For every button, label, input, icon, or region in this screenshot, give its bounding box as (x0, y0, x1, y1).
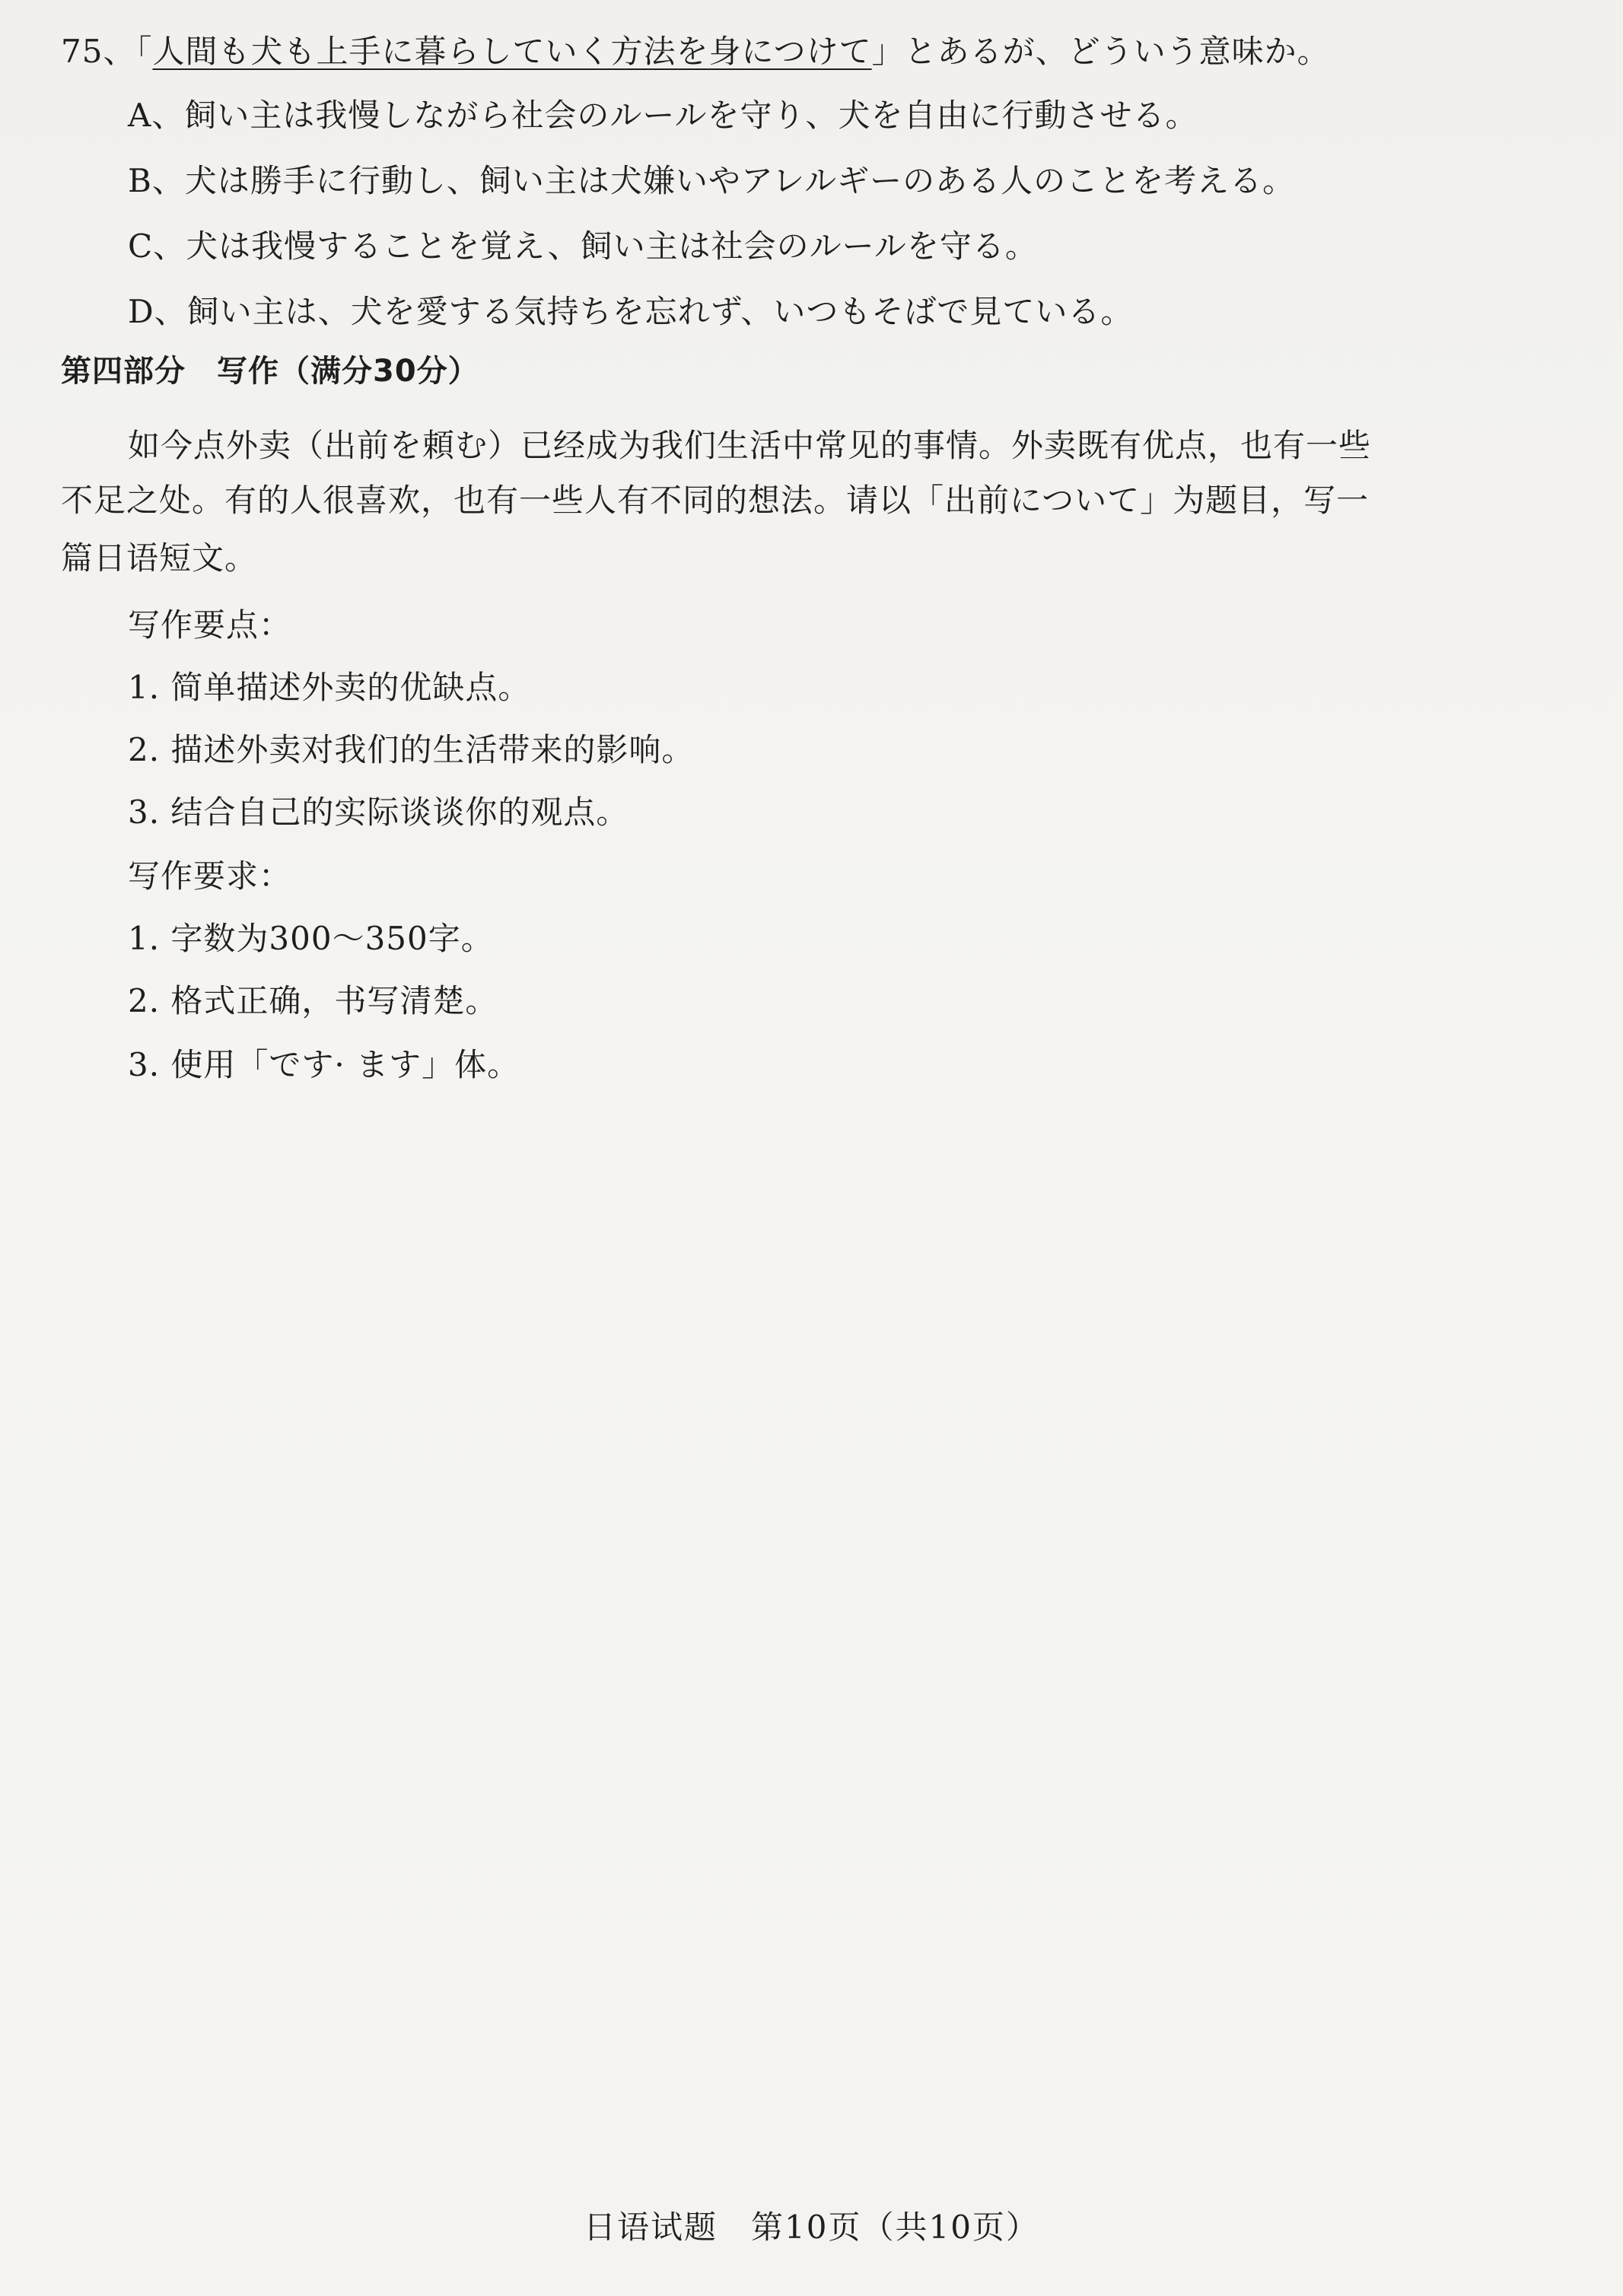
point-1: 1. 简单描述外卖的优缺点。 (128, 669, 531, 706)
intro-line-1: 如今点外卖（出前を頼む）已经成为我们生活中常见的事情。外卖既有优点，也有一些 (128, 427, 1372, 464)
point-3: 3. 结合自己的实际谈谈你的观点。 (128, 793, 629, 831)
requirement-2: 2. 格式正确，书写清楚。 (128, 982, 498, 1019)
option-a: A、飼い主は我慢しながら社会のルールを守り、犬を自由に行動させる。 (128, 97, 1198, 134)
requirement-1: 1. 字数为300～350字。 (128, 920, 494, 957)
intro-line-3: 篇日语短文。 (61, 539, 258, 577)
option-d: D、飼い主は、犬を愛する気持ちを忘れず、いつもそばで見ている。 (128, 293, 1134, 330)
points-heading: 写作要点： (128, 606, 292, 644)
requirement-3: 3. 使用「です· ます」体。 (128, 1046, 520, 1083)
question-tail: 」とあるが、どういう意味か。 (871, 33, 1330, 70)
intro-line-2: 不足之处。有的人很喜欢，也有一些人有不同的想法。请以「出前について」为题目，写一 (61, 482, 1370, 519)
point-2: 2. 描述外卖对我们的生活带来的影响。 (128, 731, 695, 768)
option-b: B、犬は勝手に行動し、飼い主は犬嫌いやアレルギーのある人のことを考える。 (128, 162, 1296, 199)
section-title: 第四部分 写作（满分30分） (61, 354, 479, 389)
question-quote: 人間も犬も上手に暮らしていく方法を身につけて (152, 33, 872, 70)
question-75 (61, 30, 1330, 73)
requirements-heading: 写作要求： (128, 857, 292, 895)
option-c: C、犬は我慢することを覚え、飼い主は社会のルールを守る。 (128, 227, 1038, 265)
question-number: 75、「 (61, 33, 153, 70)
page-footer: 日语试题 第10页（共10页） (584, 2209, 1039, 2246)
